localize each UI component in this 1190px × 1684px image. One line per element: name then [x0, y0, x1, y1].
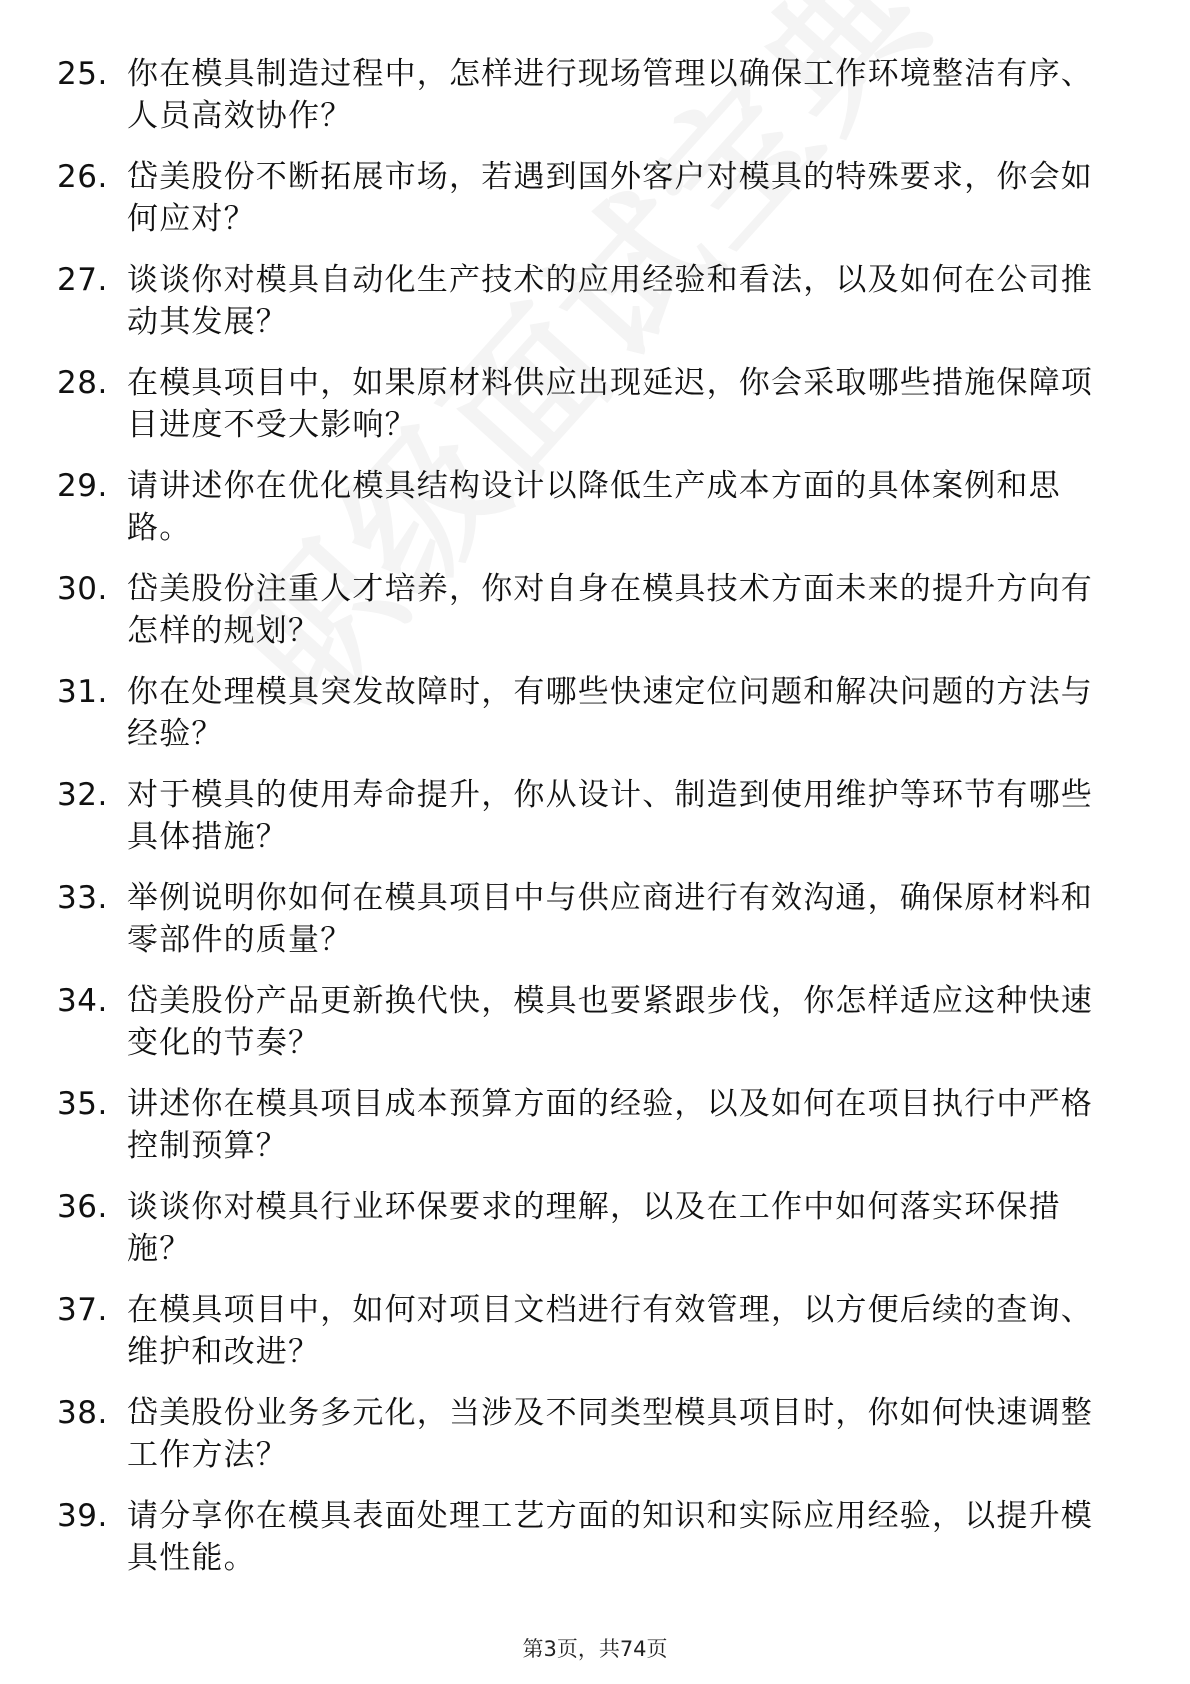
question-text: 岱美股份业务多元化，当涉及不同类型模具项目时，你如何快速调整工作方法？ — [127, 1395, 1093, 1473]
question-number: 25. — [57, 56, 108, 92]
question-text: 在模具项目中，如何对项目文档进行有效管理，以方便后续的查询、维护和改进？ — [127, 1292, 1093, 1370]
question-number: 33. — [57, 880, 108, 916]
list-item — [57, 774, 1117, 877]
question-number: 31. — [57, 674, 108, 710]
question-number: 35. — [57, 1086, 108, 1122]
question-number: 29. — [57, 468, 108, 504]
page-indicator: 第3页，共74页 — [522, 1637, 668, 1661]
list-item — [57, 877, 1117, 980]
list-item — [57, 1392, 1117, 1495]
question-text: 谈谈你对模具行业环保要求的理解，以及在工作中如何落实环保措施？ — [127, 1189, 1061, 1267]
list-item — [57, 156, 1117, 259]
question-text: 对于模具的使用寿命提升，你从设计、制造到使用维护等环节有哪些具体措施？ — [127, 777, 1093, 855]
question-text: 你在处理模具突发故障时，有哪些快速定位问题和解决问题的方法与经验？ — [127, 674, 1093, 752]
list-item — [57, 53, 1117, 156]
question-number: 30. — [57, 571, 108, 607]
list-item — [57, 465, 1117, 568]
question-number: 38. — [57, 1395, 108, 1431]
list-item — [57, 671, 1117, 774]
question-number: 39. — [57, 1498, 108, 1534]
question-number: 28. — [57, 365, 108, 401]
question-text: 讲述你在模具项目成本预算方面的经验，以及如何在项目执行中严格控制预算？ — [127, 1086, 1093, 1164]
question-text: 请分享你在模具表面处理工艺方面的知识和实际应用经验，以提升模具性能。 — [127, 1498, 1093, 1576]
question-number: 32. — [57, 777, 108, 813]
question-list — [57, 53, 1117, 1598]
question-text: 举例说明你如何在模具项目中与供应商进行有效沟通，确保原材料和零部件的质量？ — [127, 880, 1093, 958]
question-number: 37. — [57, 1292, 108, 1328]
list-item — [57, 980, 1117, 1083]
list-item — [57, 1495, 1117, 1598]
question-text: 岱美股份产品更新换代快，模具也要紧跟步伐，你怎样适应这种快速变化的节奏？ — [127, 983, 1093, 1061]
question-text: 岱美股份不断拓展市场，若遇到国外客户对模具的特殊要求，你会如何应对？ — [127, 159, 1093, 237]
question-number: 26. — [57, 159, 108, 195]
list-item — [57, 259, 1117, 362]
question-text: 你在模具制造过程中，怎样进行现场管理以确保工作环境整洁有序、人员高效协作？ — [127, 56, 1093, 134]
list-item — [57, 568, 1117, 671]
question-text: 谈谈你对模具自动化生产技术的应用经验和看法，以及如何在公司推动其发展？ — [127, 262, 1093, 340]
question-text: 在模具项目中，如果原材料供应出现延迟，你会采取哪些措施保障项目进度不受大影响？ — [127, 365, 1093, 443]
question-number: 27. — [57, 262, 108, 298]
question-text: 请讲述你在优化模具结构设计以降低生产成本方面的具体案例和思路。 — [127, 468, 1061, 546]
list-item — [57, 1186, 1117, 1289]
list-item — [57, 1083, 1117, 1186]
question-number: 34. — [57, 983, 108, 1019]
list-item — [57, 362, 1117, 465]
question-text: 岱美股份注重人才培养，你对自身在模具技术方面未来的提升方向有怎样的规划？ — [127, 571, 1093, 649]
list-item — [57, 1289, 1117, 1392]
question-number: 36. — [57, 1189, 108, 1225]
